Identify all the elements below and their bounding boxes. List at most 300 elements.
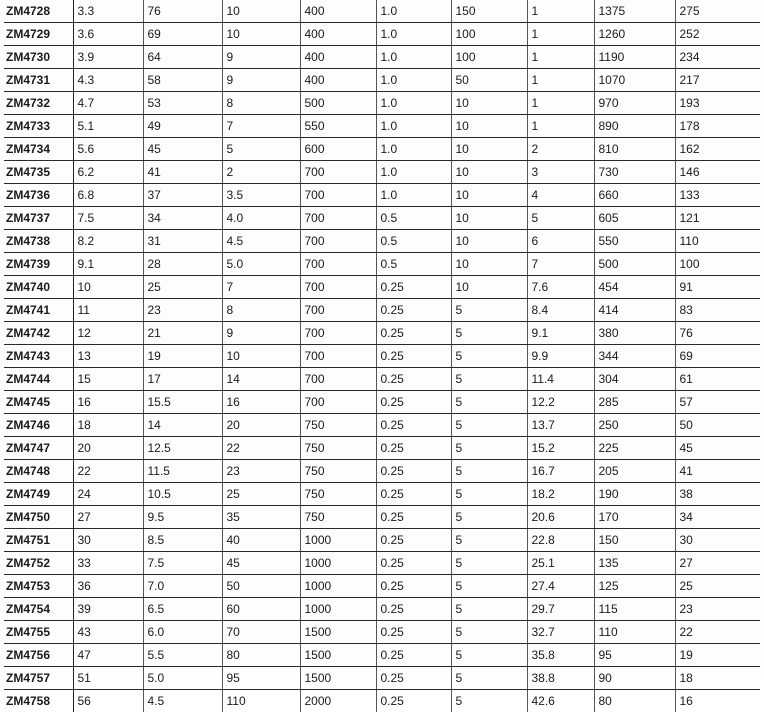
col-6-cell: 0.25: [376, 529, 451, 552]
col-5-cell: 1000: [300, 575, 376, 598]
col-8-cell: 1: [527, 46, 594, 69]
col-8-cell: 1: [527, 115, 594, 138]
col-9-cell: 380: [594, 322, 675, 345]
col-6-cell: 0.25: [376, 483, 451, 506]
col-4-cell: 10: [222, 345, 300, 368]
col-6-cell: 1.0: [376, 0, 451, 23]
col-5-cell: 700: [300, 184, 376, 207]
col-6-cell: 0.25: [376, 276, 451, 299]
col-7-cell: 5: [451, 529, 527, 552]
col-3-cell: 8.5: [143, 529, 222, 552]
col-5-cell: 700: [300, 322, 376, 345]
col-9-cell: 135: [594, 552, 675, 575]
part-number-cell: ZM4742: [4, 322, 73, 345]
col-7-cell: 5: [451, 575, 527, 598]
col-6-cell: 0.5: [376, 230, 451, 253]
col-2-cell: 4.3: [73, 69, 143, 92]
col-7-cell: 5: [451, 460, 527, 483]
col-8-cell: 16.7: [527, 460, 594, 483]
col-8-cell: 22.8: [527, 529, 594, 552]
col-4-cell: 16: [222, 391, 300, 414]
col-10-cell: 61: [675, 368, 760, 391]
col-10-cell: 193: [675, 92, 760, 115]
col-8-cell: 11.4: [527, 368, 594, 391]
col-9-cell: 125: [594, 575, 675, 598]
col-9-cell: 205: [594, 460, 675, 483]
col-10-cell: 18: [675, 667, 760, 690]
table-row: [4, 506, 760, 529]
col-2-cell: 22: [73, 460, 143, 483]
col-6-cell: 1.0: [376, 161, 451, 184]
col-8-cell: 7.6: [527, 276, 594, 299]
col-7-cell: 50: [451, 69, 527, 92]
col-2-cell: 9.1: [73, 253, 143, 276]
col-4-cell: 5: [222, 138, 300, 161]
col-10-cell: 27: [675, 552, 760, 575]
col-3-cell: 19: [143, 345, 222, 368]
col-7-cell: 5: [451, 667, 527, 690]
col-2-cell: 3.9: [73, 46, 143, 69]
col-3-cell: 64: [143, 46, 222, 69]
col-7-cell: 5: [451, 345, 527, 368]
col-4-cell: 10: [222, 0, 300, 23]
col-8-cell: 6: [527, 230, 594, 253]
col-10-cell: 91: [675, 276, 760, 299]
col-10-cell: 133: [675, 184, 760, 207]
part-number-cell: ZM4735: [4, 161, 73, 184]
col-4-cell: 50: [222, 575, 300, 598]
col-9-cell: 150: [594, 529, 675, 552]
col-4-cell: 70: [222, 621, 300, 644]
table-row: [4, 644, 760, 667]
col-5-cell: 700: [300, 368, 376, 391]
part-number-cell: ZM4728: [4, 0, 73, 23]
col-10-cell: 38: [675, 483, 760, 506]
table-row: [4, 368, 760, 391]
col-2-cell: 16: [73, 391, 143, 414]
col-2-cell: 5.6: [73, 138, 143, 161]
col-3-cell: 17: [143, 368, 222, 391]
table-row: [4, 207, 760, 230]
col-3-cell: 7.5: [143, 552, 222, 575]
col-9-cell: 170: [594, 506, 675, 529]
col-7-cell: 5: [451, 483, 527, 506]
part-number-cell: ZM4737: [4, 207, 73, 230]
col-6-cell: 0.5: [376, 207, 451, 230]
col-5-cell: 1500: [300, 621, 376, 644]
col-5-cell: 700: [300, 391, 376, 414]
table-row: [4, 483, 760, 506]
table-row: [4, 414, 760, 437]
col-9-cell: 304: [594, 368, 675, 391]
col-9-cell: 344: [594, 345, 675, 368]
col-4-cell: 80: [222, 644, 300, 667]
part-number-cell: ZM4758: [4, 690, 73, 712]
col-9-cell: 454: [594, 276, 675, 299]
col-10-cell: 76: [675, 322, 760, 345]
col-5-cell: 400: [300, 69, 376, 92]
col-5-cell: 700: [300, 253, 376, 276]
part-number-cell: ZM4757: [4, 667, 73, 690]
col-10-cell: 252: [675, 23, 760, 46]
col-9-cell: 550: [594, 230, 675, 253]
col-5-cell: 500: [300, 92, 376, 115]
col-10-cell: 100: [675, 253, 760, 276]
col-4-cell: 23: [222, 460, 300, 483]
col-3-cell: 7.0: [143, 575, 222, 598]
col-4-cell: 2: [222, 161, 300, 184]
col-2-cell: 20: [73, 437, 143, 460]
col-5-cell: 750: [300, 483, 376, 506]
col-4-cell: 8: [222, 92, 300, 115]
col-6-cell: 0.5: [376, 253, 451, 276]
col-3-cell: 21: [143, 322, 222, 345]
col-2-cell: 8.2: [73, 230, 143, 253]
col-6-cell: 0.25: [376, 552, 451, 575]
col-6-cell: 0.25: [376, 690, 451, 712]
col-7-cell: 5: [451, 368, 527, 391]
col-4-cell: 9: [222, 46, 300, 69]
col-4-cell: 40: [222, 529, 300, 552]
part-number-cell: ZM4736: [4, 184, 73, 207]
col-10-cell: 19: [675, 644, 760, 667]
part-number-cell: ZM4730: [4, 46, 73, 69]
col-3-cell: 31: [143, 230, 222, 253]
col-9-cell: 285: [594, 391, 675, 414]
part-number-cell: ZM4743: [4, 345, 73, 368]
col-7-cell: 5: [451, 690, 527, 712]
table-row: [4, 46, 760, 69]
col-10-cell: 217: [675, 69, 760, 92]
table-row: [4, 92, 760, 115]
col-4-cell: 7: [222, 276, 300, 299]
col-5-cell: 700: [300, 276, 376, 299]
col-4-cell: 3.5: [222, 184, 300, 207]
col-10-cell: 22: [675, 621, 760, 644]
zener-diode-spec-table: [4, 0, 760, 712]
col-2-cell: 33: [73, 552, 143, 575]
col-9-cell: 500: [594, 253, 675, 276]
col-7-cell: 5: [451, 644, 527, 667]
col-6-cell: 1.0: [376, 46, 451, 69]
col-4-cell: 20: [222, 414, 300, 437]
col-4-cell: 35: [222, 506, 300, 529]
col-4-cell: 45: [222, 552, 300, 575]
col-8-cell: 1: [527, 69, 594, 92]
part-number-cell: ZM4747: [4, 437, 73, 460]
part-number-cell: ZM4741: [4, 299, 73, 322]
col-6-cell: 0.25: [376, 644, 451, 667]
table-row: [4, 322, 760, 345]
col-6-cell: 1.0: [376, 138, 451, 161]
col-7-cell: 10: [451, 184, 527, 207]
part-number-cell: ZM4745: [4, 391, 73, 414]
col-8-cell: 1: [527, 23, 594, 46]
col-8-cell: 3: [527, 161, 594, 184]
col-5-cell: 750: [300, 437, 376, 460]
part-number-cell: ZM4752: [4, 552, 73, 575]
table-row: [4, 299, 760, 322]
col-6-cell: 0.25: [376, 437, 451, 460]
col-5-cell: 750: [300, 506, 376, 529]
col-3-cell: 76: [143, 0, 222, 23]
col-6-cell: 1.0: [376, 92, 451, 115]
table-row: [4, 598, 760, 621]
col-4-cell: 9: [222, 69, 300, 92]
col-4-cell: 25: [222, 483, 300, 506]
col-2-cell: 5.1: [73, 115, 143, 138]
table-row: [4, 552, 760, 575]
col-5-cell: 700: [300, 230, 376, 253]
table-row: [4, 667, 760, 690]
col-3-cell: 69: [143, 23, 222, 46]
part-number-cell: ZM4750: [4, 506, 73, 529]
col-3-cell: 12.5: [143, 437, 222, 460]
col-2-cell: 47: [73, 644, 143, 667]
col-9-cell: 730: [594, 161, 675, 184]
col-8-cell: 9.9: [527, 345, 594, 368]
table-row: [4, 184, 760, 207]
col-8-cell: 1: [527, 92, 594, 115]
col-9-cell: 1190: [594, 46, 675, 69]
col-5-cell: 600: [300, 138, 376, 161]
col-3-cell: 34: [143, 207, 222, 230]
col-2-cell: 3.6: [73, 23, 143, 46]
col-8-cell: 12.2: [527, 391, 594, 414]
col-10-cell: 41: [675, 460, 760, 483]
col-6-cell: 0.25: [376, 621, 451, 644]
col-10-cell: 50: [675, 414, 760, 437]
col-7-cell: 10: [451, 138, 527, 161]
col-8-cell: 27.4: [527, 575, 594, 598]
col-7-cell: 150: [451, 0, 527, 23]
part-number-cell: ZM4755: [4, 621, 73, 644]
col-10-cell: 275: [675, 0, 760, 23]
table-row: [4, 460, 760, 483]
table-row: [4, 161, 760, 184]
table-row: [4, 230, 760, 253]
col-2-cell: 24: [73, 483, 143, 506]
col-6-cell: 0.25: [376, 322, 451, 345]
col-8-cell: 42.6: [527, 690, 594, 712]
col-3-cell: 11.5: [143, 460, 222, 483]
part-number-cell: ZM4751: [4, 529, 73, 552]
part-number-cell: ZM4732: [4, 92, 73, 115]
col-5-cell: 1000: [300, 529, 376, 552]
col-9-cell: 225: [594, 437, 675, 460]
col-5-cell: 550: [300, 115, 376, 138]
col-7-cell: 5: [451, 322, 527, 345]
col-2-cell: 18: [73, 414, 143, 437]
col-4-cell: 9: [222, 322, 300, 345]
col-10-cell: 83: [675, 299, 760, 322]
part-number-cell: ZM4731: [4, 69, 73, 92]
col-3-cell: 25: [143, 276, 222, 299]
col-5-cell: 1500: [300, 667, 376, 690]
col-3-cell: 37: [143, 184, 222, 207]
col-3-cell: 23: [143, 299, 222, 322]
part-number-cell: ZM4739: [4, 253, 73, 276]
col-8-cell: 32.7: [527, 621, 594, 644]
col-7-cell: 5: [451, 621, 527, 644]
col-5-cell: 750: [300, 414, 376, 437]
col-5-cell: 700: [300, 345, 376, 368]
col-2-cell: 10: [73, 276, 143, 299]
col-3-cell: 9.5: [143, 506, 222, 529]
col-6-cell: 0.25: [376, 667, 451, 690]
table-row: [4, 529, 760, 552]
col-4-cell: 8: [222, 299, 300, 322]
col-3-cell: 49: [143, 115, 222, 138]
col-9-cell: 110: [594, 621, 675, 644]
table-row: [4, 575, 760, 598]
col-2-cell: 12: [73, 322, 143, 345]
table-row: [4, 345, 760, 368]
col-6-cell: 0.25: [376, 345, 451, 368]
col-8-cell: 4: [527, 184, 594, 207]
col-9-cell: 810: [594, 138, 675, 161]
col-2-cell: 6.8: [73, 184, 143, 207]
col-3-cell: 6.5: [143, 598, 222, 621]
col-4-cell: 14: [222, 368, 300, 391]
col-6-cell: 0.25: [376, 575, 451, 598]
col-5-cell: 400: [300, 0, 376, 23]
part-number-cell: ZM4753: [4, 575, 73, 598]
col-9-cell: 190: [594, 483, 675, 506]
col-5-cell: 400: [300, 23, 376, 46]
col-5-cell: 1500: [300, 644, 376, 667]
col-3-cell: 15.5: [143, 391, 222, 414]
col-3-cell: 5.5: [143, 644, 222, 667]
col-7-cell: 5: [451, 299, 527, 322]
col-6-cell: 0.25: [376, 299, 451, 322]
col-9-cell: 890: [594, 115, 675, 138]
col-8-cell: 5: [527, 207, 594, 230]
col-2-cell: 7.5: [73, 207, 143, 230]
col-5-cell: 2000: [300, 690, 376, 712]
col-4-cell: 110: [222, 690, 300, 712]
col-9-cell: 90: [594, 667, 675, 690]
col-5-cell: 750: [300, 460, 376, 483]
col-6-cell: 0.25: [376, 391, 451, 414]
col-4-cell: 60: [222, 598, 300, 621]
col-9-cell: 115: [594, 598, 675, 621]
col-4-cell: 4.5: [222, 230, 300, 253]
col-3-cell: 45: [143, 138, 222, 161]
col-2-cell: 30: [73, 529, 143, 552]
col-3-cell: 5.0: [143, 667, 222, 690]
part-number-cell: ZM4754: [4, 598, 73, 621]
col-8-cell: 1: [527, 0, 594, 23]
table-row: [4, 0, 760, 23]
col-7-cell: 5: [451, 414, 527, 437]
col-2-cell: 11: [73, 299, 143, 322]
col-2-cell: 43: [73, 621, 143, 644]
col-10-cell: 162: [675, 138, 760, 161]
part-number-cell: ZM4734: [4, 138, 73, 161]
col-7-cell: 10: [451, 276, 527, 299]
col-10-cell: 110: [675, 230, 760, 253]
col-7-cell: 10: [451, 207, 527, 230]
col-3-cell: 41: [143, 161, 222, 184]
col-8-cell: 29.7: [527, 598, 594, 621]
col-7-cell: 5: [451, 598, 527, 621]
col-10-cell: 146: [675, 161, 760, 184]
col-10-cell: 234: [675, 46, 760, 69]
col-4-cell: 5.0: [222, 253, 300, 276]
table-row: [4, 23, 760, 46]
col-5-cell: 700: [300, 161, 376, 184]
col-7-cell: 5: [451, 391, 527, 414]
col-4-cell: 22: [222, 437, 300, 460]
col-7-cell: 10: [451, 230, 527, 253]
col-4-cell: 95: [222, 667, 300, 690]
col-3-cell: 58: [143, 69, 222, 92]
col-9-cell: 414: [594, 299, 675, 322]
col-3-cell: 4.5: [143, 690, 222, 712]
col-6-cell: 1.0: [376, 115, 451, 138]
table-row: [4, 690, 760, 712]
col-8-cell: 35.8: [527, 644, 594, 667]
col-8-cell: 7: [527, 253, 594, 276]
col-10-cell: 34: [675, 506, 760, 529]
col-6-cell: 1.0: [376, 23, 451, 46]
table-row: [4, 138, 760, 161]
col-3-cell: 6.0: [143, 621, 222, 644]
col-2-cell: 27: [73, 506, 143, 529]
table-row: [4, 391, 760, 414]
col-7-cell: 5: [451, 437, 527, 460]
col-9-cell: 1260: [594, 23, 675, 46]
col-3-cell: 53: [143, 92, 222, 115]
col-9-cell: 95: [594, 644, 675, 667]
col-6-cell: 0.25: [376, 460, 451, 483]
col-6-cell: 0.25: [376, 414, 451, 437]
table-row: [4, 437, 760, 460]
col-9-cell: 970: [594, 92, 675, 115]
col-7-cell: 100: [451, 46, 527, 69]
col-3-cell: 14: [143, 414, 222, 437]
col-4-cell: 10: [222, 23, 300, 46]
table-row: [4, 69, 760, 92]
col-7-cell: 10: [451, 115, 527, 138]
col-9-cell: 660: [594, 184, 675, 207]
col-10-cell: 178: [675, 115, 760, 138]
col-2-cell: 56: [73, 690, 143, 712]
col-4-cell: 4.0: [222, 207, 300, 230]
col-10-cell: 23: [675, 598, 760, 621]
col-8-cell: 9.1: [527, 322, 594, 345]
col-2-cell: 4.7: [73, 92, 143, 115]
col-5-cell: 1000: [300, 598, 376, 621]
col-3-cell: 28: [143, 253, 222, 276]
col-2-cell: 39: [73, 598, 143, 621]
part-number-cell: ZM4738: [4, 230, 73, 253]
col-2-cell: 6.2: [73, 161, 143, 184]
col-5-cell: 400: [300, 46, 376, 69]
col-2-cell: 13: [73, 345, 143, 368]
part-number-cell: ZM4733: [4, 115, 73, 138]
col-9-cell: 1070: [594, 69, 675, 92]
col-6-cell: 0.25: [376, 598, 451, 621]
col-4-cell: 7: [222, 115, 300, 138]
part-number-cell: ZM4729: [4, 23, 73, 46]
col-10-cell: 16: [675, 690, 760, 712]
table-row: [4, 115, 760, 138]
col-2-cell: 3.3: [73, 0, 143, 23]
col-8-cell: 38.8: [527, 667, 594, 690]
col-2-cell: 36: [73, 575, 143, 598]
